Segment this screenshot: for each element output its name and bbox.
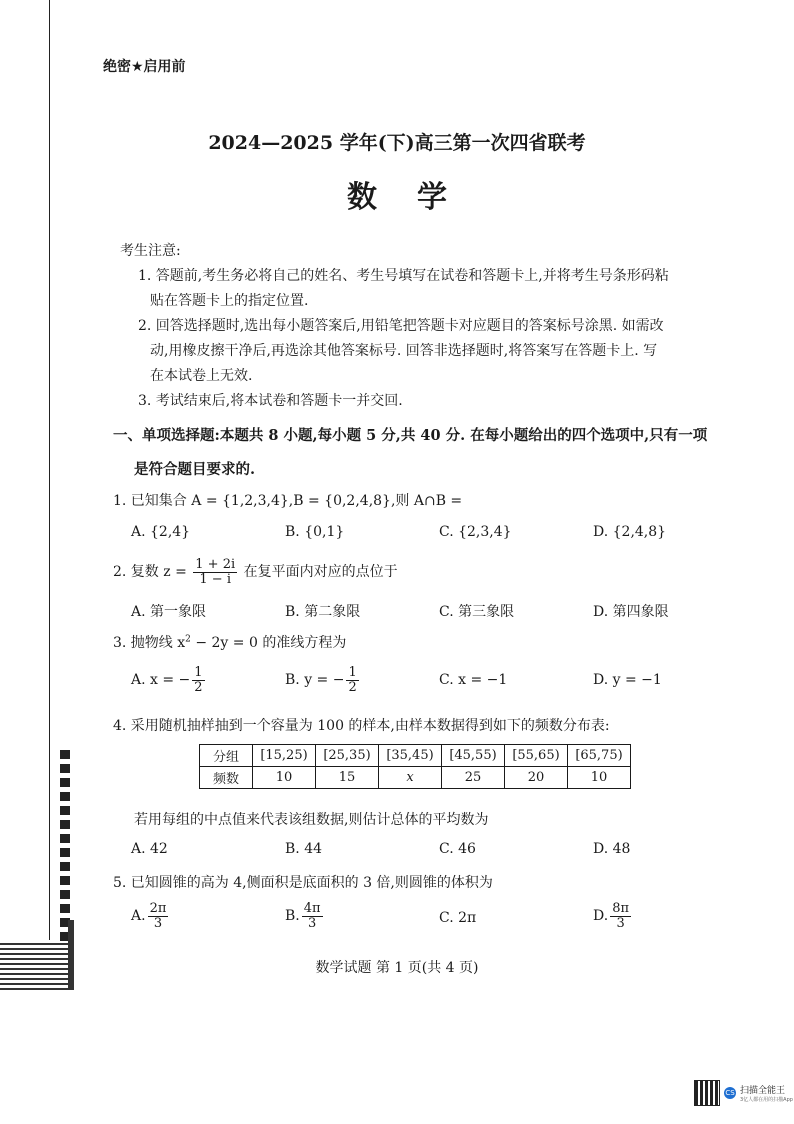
q3-option-b: [285, 666, 361, 694]
camscanner-logo-icon: CS: [725, 1089, 735, 1097]
subject-title: 数学: [347, 180, 487, 215]
q5-option-b: [285, 902, 325, 930]
notice-heading: 考生注意:: [120, 243, 181, 259]
q2-frac-num: 1 + 2i: [195, 557, 236, 572]
table-cell: [55,65): [505, 745, 568, 767]
page-footer: 数学试题 第 1 页(共 4 页): [315, 960, 479, 976]
notice-item-3: 3. 考试结束后,将本试卷和答题卡一并交回.: [138, 393, 403, 409]
q5-d-num: 8π: [612, 901, 630, 916]
q1-option-c: C. {2,3,4}: [439, 524, 512, 540]
q5-d-den: 3: [616, 915, 625, 931]
q3-b-fraction: [346, 666, 358, 694]
q5-d-fraction: [610, 902, 631, 930]
question-2-stem: [113, 558, 398, 586]
table-header-row: [200, 745, 631, 767]
q4-followup: 若用每组的中点值来代表该组数据,则估计总体的平均数为: [134, 812, 489, 828]
table-cell: [65,75): [568, 745, 631, 767]
q5-option-a: [131, 902, 170, 930]
qr-code-icon: [694, 1080, 720, 1106]
q2-prefix: 2. 复数 z =: [113, 564, 187, 581]
q1-option-d: D. {2,4,8}: [593, 524, 667, 540]
question-5-stem: 5. 已知圆锥的高为 4,侧面积是底面积的 3 倍,则圆锥的体积为: [113, 875, 493, 891]
notice-item-1: 1. 答题前,考生务必将自己的姓名、考生号填写在试卷和答题卡上,并将考生号条形码粘: [138, 268, 669, 284]
q5-b-label: B.: [285, 908, 300, 925]
q5-a-num: 2π: [149, 901, 167, 916]
scan-edge-bar: [68, 920, 74, 990]
notice-item-2: 2. 回答选择题时,选出每小题答案后,用铅笔把答题卡对应题目的答案标号涂黑. 如需改: [138, 318, 664, 334]
question-4-stem: 4. 采用随机抽样抽到一个容量为 100 的样本,由样本数据得到如下的频数分布表:: [113, 718, 610, 734]
q2-frac-den: 1 − i: [199, 571, 231, 587]
q5-a-den: 3: [153, 915, 163, 931]
q3-a-num: 1: [194, 665, 203, 680]
q1-option-a: A. {2,4}: [131, 524, 191, 540]
q2-fraction: [193, 558, 237, 586]
section-heading-cont: 是符合题目要求的.: [134, 461, 256, 478]
table-cell: 频数: [200, 767, 253, 789]
confidential-label: 绝密★启用前: [103, 59, 186, 75]
scanner-tagline: 3亿人都在用的扫描App: [740, 1097, 793, 1103]
q2-option-a: A. 第一象限: [131, 604, 207, 620]
q2-option-b: B. 第二象限: [285, 604, 361, 620]
table-cell: 25: [442, 767, 505, 789]
q3-stem-a: 3. 抛物线 x: [113, 635, 186, 651]
q5-option-d: [593, 902, 633, 930]
notice-item-2-cont: 动,用橡皮擦干净后,再选涂其他答案标号. 回答非选择题时,将答案写在答题卡上. 写: [150, 343, 658, 359]
q5-b-fraction: [302, 902, 323, 930]
q4-option-b: B. 44: [285, 841, 323, 857]
q5-option-c: C. 2π: [439, 910, 477, 926]
question-1-stem: 1. 已知集合 A = {1,2,3,4},B = {0,2,4,8},则 A∩B =: [113, 493, 463, 509]
table-row: [200, 767, 631, 789]
q3-b-den: 2: [348, 679, 357, 695]
q3-b-prefix: B. y = −: [285, 672, 345, 689]
q3-exponent: 2: [185, 634, 191, 645]
q3-option-a: [131, 666, 207, 694]
table-cell: 10: [568, 767, 631, 789]
q5-b-num: 4π: [303, 901, 321, 916]
table-cell: [15,25): [253, 745, 316, 767]
q5-b-den: 3: [308, 915, 317, 931]
q5-a-label: A.: [131, 908, 146, 925]
q4-option-c: C. 46: [439, 841, 476, 857]
exam-title: 2024—2025 学年(下)高三第一次四省联考: [208, 132, 586, 154]
q3-option-c: C. x = −1: [439, 672, 508, 688]
table-cell: 10: [253, 767, 316, 789]
q3-a-fraction: [192, 666, 204, 694]
q3-stem-b: − 2y = 0 的准线方程为: [190, 635, 347, 651]
notice-item-1-cont: 贴在答题卡上的指定位置.: [150, 293, 309, 309]
table-cell: [25,35): [316, 745, 379, 767]
table-cell: 分组: [200, 745, 253, 767]
section-heading: 一、单项选择题:本题共 8 小题,每小题 5 分,共 40 分. 在每小题给出的四个选项中,只有一项: [113, 427, 708, 444]
q2-option-c: C. 第三象限: [439, 604, 515, 620]
table-cell: [45,55): [442, 745, 505, 767]
q4-option-d: D. 48: [593, 841, 631, 857]
q4-option-a: A. 42: [131, 841, 168, 857]
table-cell: 20: [505, 767, 568, 789]
q3-a-prefix: A. x = −: [131, 672, 191, 689]
notice-item-2-cont2: 在本试卷上无效.: [150, 368, 253, 384]
table-cell: 15: [316, 767, 379, 789]
scanner-watermark: [694, 1080, 793, 1106]
q3-b-num: 1: [348, 665, 357, 680]
table-cell: x: [379, 767, 442, 789]
table-cell: [35,45): [379, 745, 442, 767]
q5-d-label: D.: [593, 908, 609, 925]
q2-option-d: D. 第四象限: [593, 604, 669, 620]
q1-option-b: B. {0,1}: [285, 524, 345, 540]
q2-suffix: 在复平面内对应的点位于: [243, 564, 398, 581]
scanner-brand-text: 扫描全能王: [740, 1086, 786, 1096]
question-3-stem: [113, 632, 346, 652]
q5-a-fraction: [148, 902, 169, 930]
frequency-table: [199, 744, 631, 789]
q3-a-den: 2: [194, 679, 203, 695]
q3-option-d: D. y = −1: [593, 672, 662, 688]
